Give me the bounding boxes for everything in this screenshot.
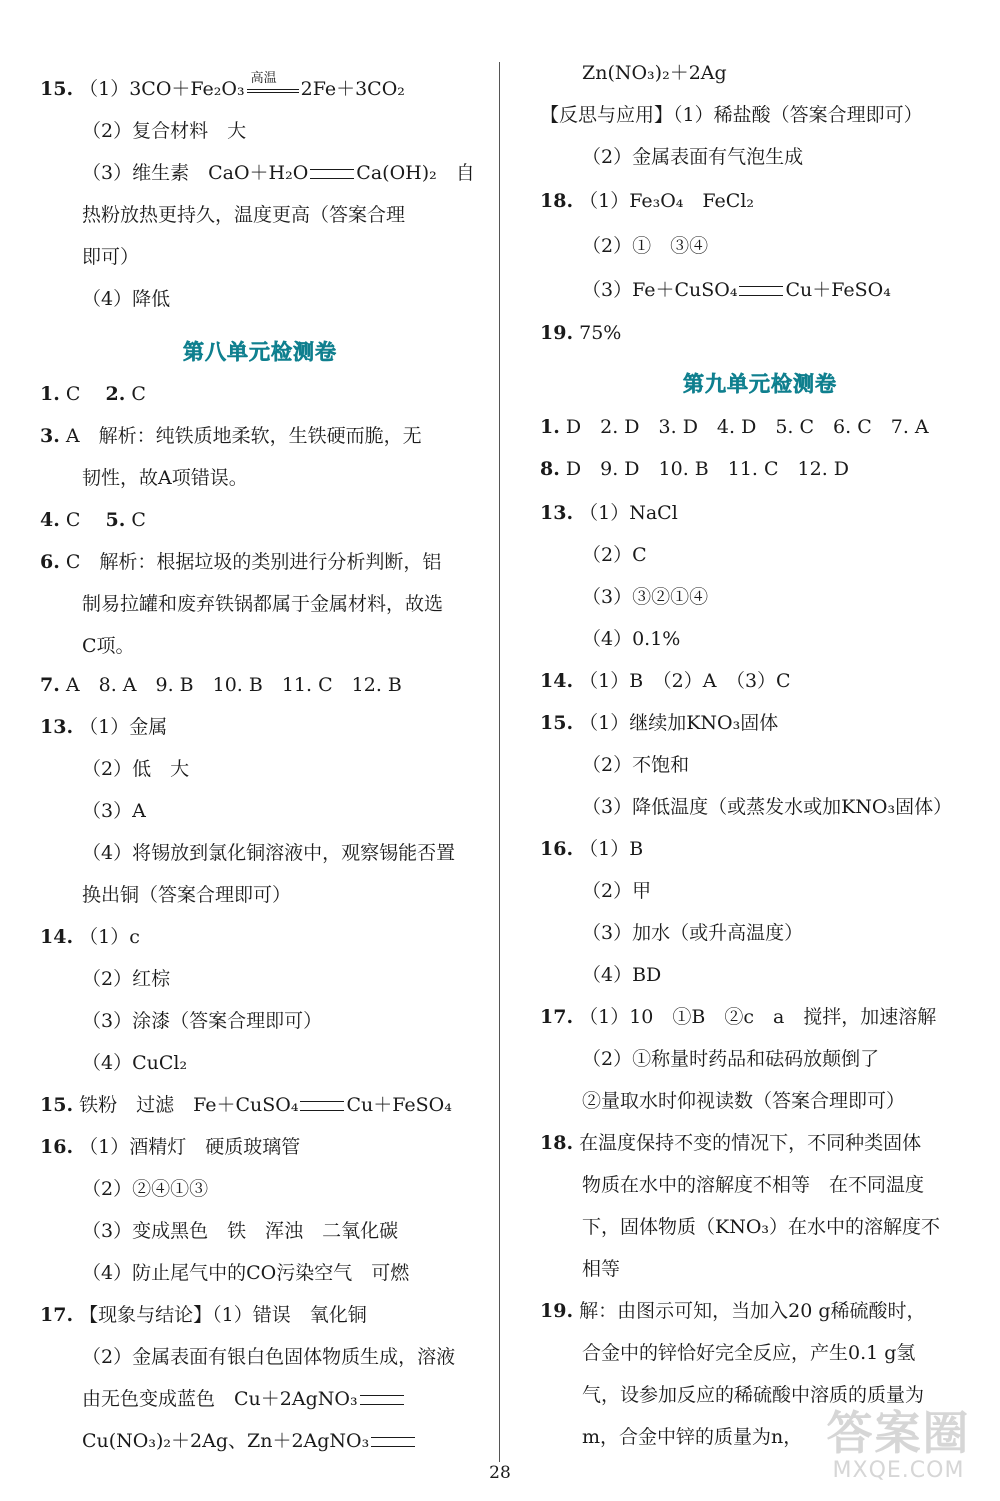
page-number: 28 <box>489 1463 511 1483</box>
q14: 14. （1）B （2）A （3）C <box>540 670 791 692</box>
question-number: 15. <box>40 78 74 100</box>
q17-reflection1: 【反思与应用】（1）稀盐酸（答案合理即可） <box>540 104 923 126</box>
q19: 19. 75% <box>540 322 622 344</box>
column-divider <box>499 62 500 1462</box>
q17-part2: （2）金属表面有银白色固体物质生成，溶液 <box>82 1346 456 1368</box>
q16-part1: 16. （1）B <box>540 838 644 860</box>
q15-unit8: 15. 铁粉 过滤 Fe＋CuSO₄ Cu＋FeSO₄ <box>40 1094 452 1116</box>
q15-part2: （2）不饱和 <box>582 754 690 776</box>
section-title-unit8: 第八单元检测卷 <box>183 340 337 364</box>
watermark <box>811 1408 986 1492</box>
answer-line: 1. C 2. C <box>40 383 146 405</box>
q19-line4: m，合金中锌的质量为n， <box>582 1426 803 1448</box>
q17-part2-cont: ②量取水时仰视读数（答案合理即可） <box>582 1090 906 1112</box>
q18-line1: 18. 在温度保持不变的情况下，不同种类固体 <box>540 1132 922 1154</box>
q16-part3: （3）变成黑色 铁 浑浊 二氧化碳 <box>82 1220 399 1242</box>
q19-line3: 气，设参加反应的稀硫酸中溶质的质量为 <box>582 1384 925 1406</box>
q15-part2: （2）复合材料 大 <box>82 120 247 142</box>
q15-part1: 15. （1）继续加KNO₃固体 <box>540 712 779 734</box>
mc-answers-8-12: 8. D 9. D 10. B 11. C 12. D <box>540 458 850 480</box>
q15-part3-cont: 热粉放热更持久，温度更高（答案合理 <box>82 204 406 226</box>
watermark-url: MXQE.COM <box>832 1458 965 1483</box>
q13-part1: 13. （1）NaCl <box>540 502 678 524</box>
q14-part2: （2）红棕 <box>82 968 171 990</box>
watermark-logo-text: 答案圈 <box>826 1406 971 1460</box>
equals-sign <box>360 1395 404 1405</box>
q16-part4: （4）防止尾气中的CO污染空气 可燃 <box>82 1262 410 1284</box>
q16-part3: （3）加水（或升高温度） <box>582 922 804 944</box>
q16-part1: 16. （1）酒精灯 硬质玻璃管 <box>40 1136 301 1158</box>
q17-part1: 17. 【现象与结论】（1）错误 氧化铜 <box>40 1304 367 1326</box>
q17-reflection2: （2）金属表面有气泡生成 <box>582 146 804 168</box>
answer-line: 4. C 5. C <box>40 509 146 531</box>
q13-part3: （3）A <box>82 800 146 822</box>
q15-part3: （3）降低温度（或蒸发水或加KNO₃固体） <box>582 796 953 818</box>
q13-part2: （2）低 大 <box>82 758 190 780</box>
q18-part2: （2）① ③④ <box>582 235 709 257</box>
q17-part2-cont2: Cu(NO₃)₂＋2Ag、Zn＋2AgNO₃ <box>82 1428 417 1454</box>
q19-line1: 19. 解：由图示可知，当加入20 g稀硫酸时， <box>540 1300 926 1322</box>
q15-part3-cont2: 即可） <box>82 246 140 268</box>
q15-part4: （4）降低 <box>82 288 171 310</box>
equals-sign <box>310 169 354 179</box>
q13-part1: 13. （1）金属 <box>40 716 168 738</box>
q13-part3: （3）③②①④ <box>582 586 709 608</box>
q13-part4-cont: 换出铜（答案合理即可） <box>82 884 292 906</box>
equals-sign <box>371 1437 415 1447</box>
equals-sign <box>739 286 783 296</box>
mc-answers-1-7: 1. D 2. D 3. D 4. D 5. C 6. C 7. A <box>540 416 929 438</box>
q13-part4: （4）将锡放到氯化铜溶液中，观察锡能否置 <box>82 842 456 864</box>
reaction-condition-arrow: 高温 <box>245 80 301 100</box>
q17-part2-cont: 由无色变成蓝色 Cu＋2AgNO₃ <box>82 1386 406 1412</box>
q15-part3: （3）维生素 CaO＋H₂O Ca(OH)₂ 自 <box>82 162 475 184</box>
q13-part2: （2）C <box>582 544 647 566</box>
q14-part1: 14. （1）c <box>40 926 140 948</box>
answer-line-cont: 韧性，故A项错误。 <box>82 467 248 489</box>
q16-part2: （2）甲 <box>582 880 652 902</box>
answer-line-7-12: 7. A 8. A 9. B 10. B 11. C 12. B <box>40 674 402 696</box>
answer-line-cont: C项。 <box>82 635 135 657</box>
q18-line4: 相等 <box>582 1258 621 1280</box>
q15-part1: 15. （1）3CO＋Fe₂O₃ 高温 2Fe＋3CO₂ <box>40 71 405 100</box>
answer-line: 6. C 解析：根据垃圾的类别进行分析判断，铝 <box>40 551 442 573</box>
q16-part2: （2）②④①③ <box>82 1178 209 1200</box>
q14-part4: （4）CuCl₂ <box>82 1052 188 1074</box>
q13-part4: （4）0.1% <box>582 628 681 650</box>
q14-part3: （3）涂漆（答案合理即可） <box>82 1010 323 1032</box>
q18-part3: （3）Fe＋CuSO₄ Cu＋FeSO₄ <box>582 279 891 301</box>
answer-line: 3. A 解析：纯铁质地柔软，生铁硬而脆，无 <box>40 425 422 447</box>
q17-part2: （2）①称量时药品和砝码放颠倒了 <box>582 1048 880 1070</box>
equals-sign <box>300 1101 344 1111</box>
answer-line-cont: 制易拉罐和废弃铁锅都属于金属材料，故选 <box>82 593 444 615</box>
q16-part4: （4）BD <box>582 964 662 986</box>
q18-line2: 物质在水中的溶解度不相等 在不同温度 <box>582 1174 925 1196</box>
section-title-unit9: 第九单元检测卷 <box>683 372 837 396</box>
q19-line2: 合金中的锌恰好完全反应，产生0.1 g氢 <box>582 1342 916 1364</box>
q17-part1: 17. （1）10 ①B ②c a 搅拌，加速溶解 <box>540 1006 937 1028</box>
q18-part1: 18. （1）Fe₃O₄ FeCl₂ <box>540 190 755 212</box>
q17-part2-cont3: Zn(NO₃)₂＋2Ag <box>582 62 727 84</box>
q18-line3: 下，固体物质（KNO₃）在水中的溶解度不 <box>582 1216 941 1238</box>
